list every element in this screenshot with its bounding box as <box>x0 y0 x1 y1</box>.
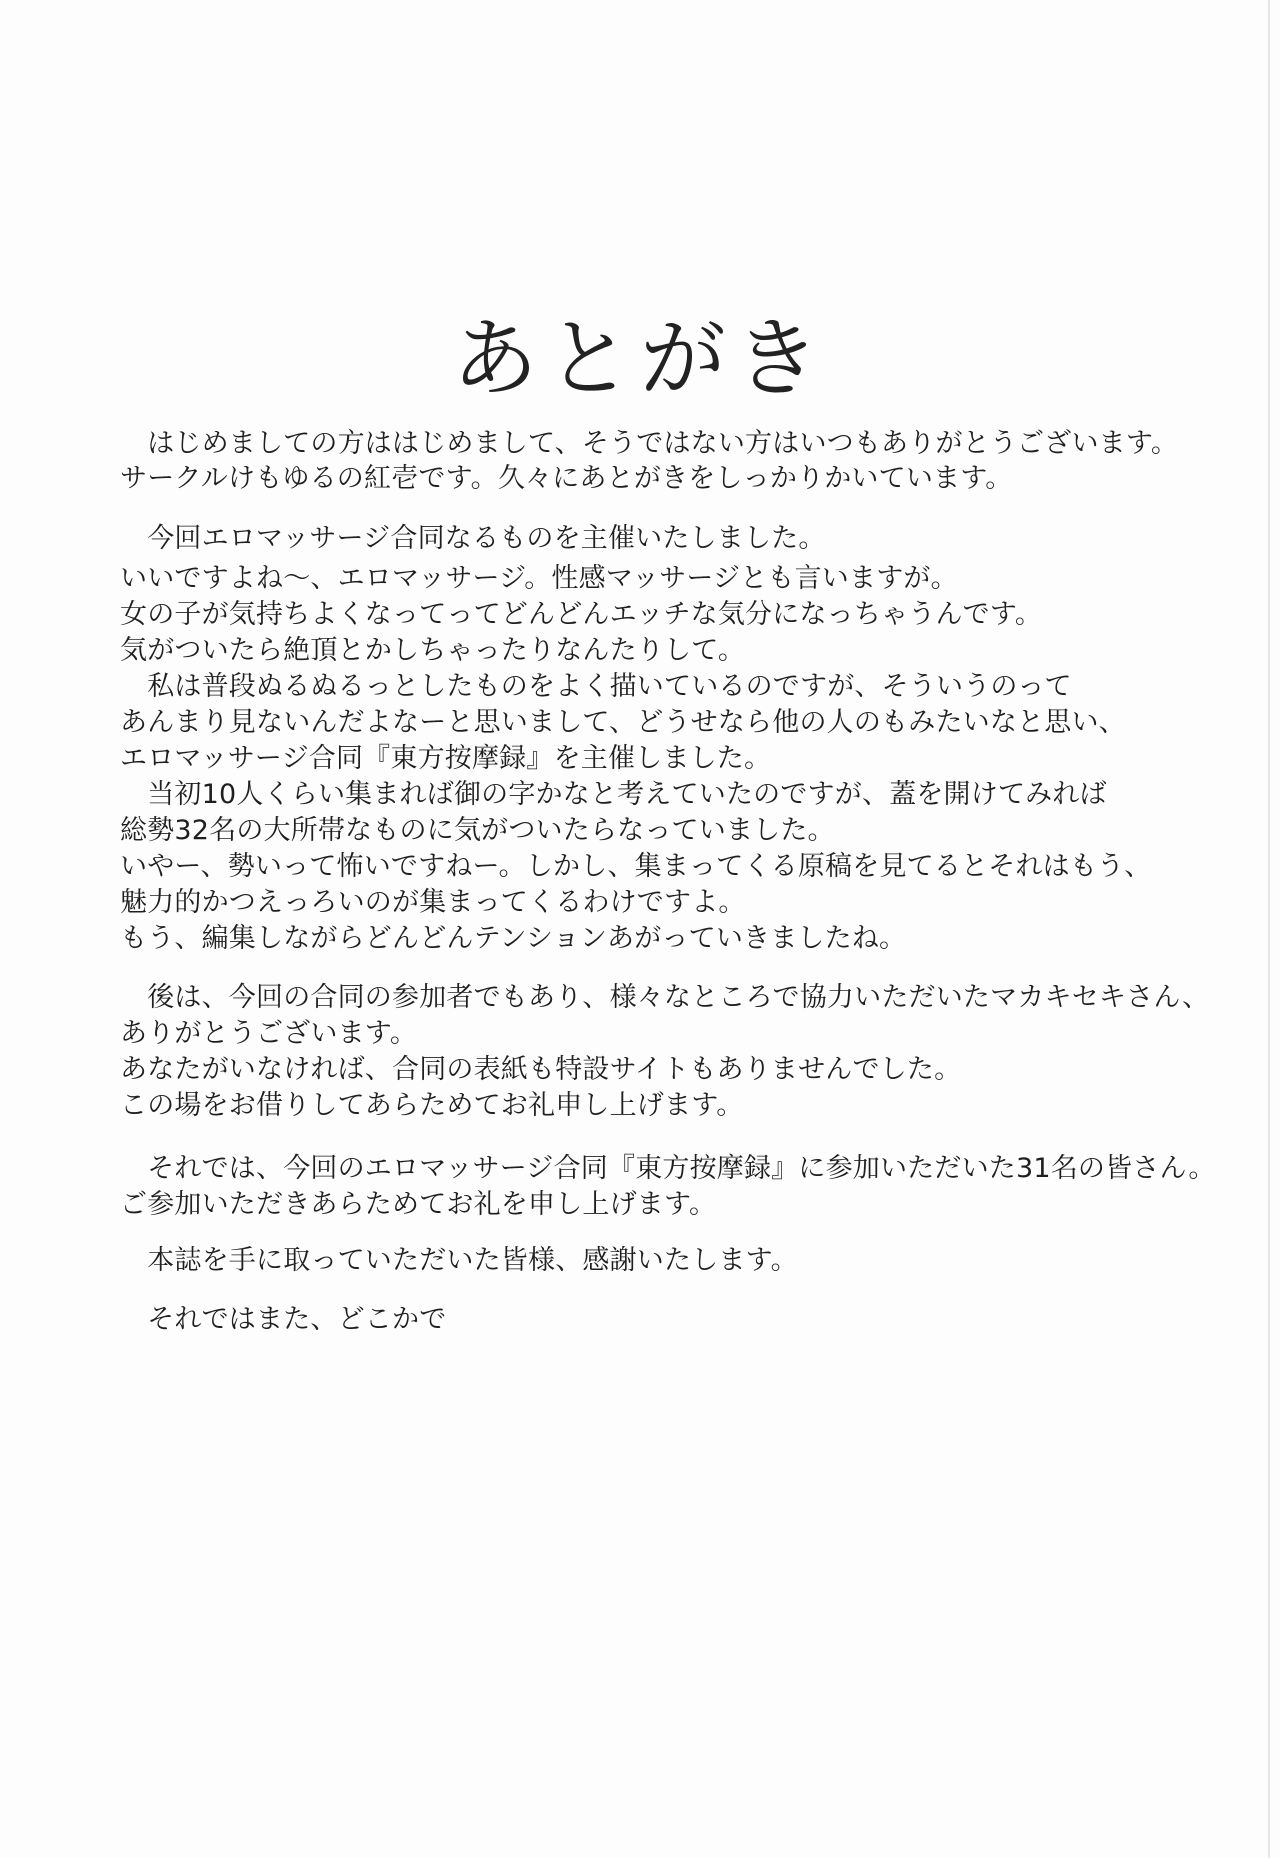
body-line: 本誌を手に取っていただいた皆様、感謝いたします。 <box>120 1245 798 1276</box>
body-line: それではまた、どこかで <box>120 1304 447 1335</box>
body-line: いやー、勢いって怖いですねー。しかし、集まってくる原稿を見てるとそれはもう、 <box>120 851 1152 882</box>
body-line: ご参加いただきあらためてお礼を申し上げます。 <box>120 1189 717 1220</box>
page-title: あとがき <box>452 308 828 409</box>
body-line: ありがとうございます。 <box>120 1018 418 1049</box>
body-line: この場をお借りしてあらためてお礼申し上げます。 <box>120 1090 744 1121</box>
body-line: それでは、今回のエロマッサージ合同『東方按摩録』に参加いただいた31名の皆さん。 <box>120 1153 1216 1184</box>
body-line: いいですよね〜、エロマッサージ。性感マッサージとも言いますが。 <box>120 563 958 594</box>
body-line: 気がついたら絶頂とかしちゃったりなんたりして。 <box>120 635 746 666</box>
body-line: 後は、今回の合同の参加者でもあり、様々なところで協力いただいたマカキセキさん、 <box>120 982 1210 1013</box>
body-line: もう、編集しながらどんどんテンションあがっていきましたね。 <box>120 923 907 954</box>
body-line: 総勢32名の大所帯なものに気がついたらなっていました。 <box>120 815 835 846</box>
body-line: 私は普段ぬるぬるっとしたものをよく描いているのですが、そういうのって <box>120 671 1072 702</box>
body-line: 当初10人くらい集まれば御の字かなと考えていたのですが、蓋を開けてみれば <box>120 779 1107 810</box>
body-line: あんまり見ないんだよなーと思いまして、どうせなら他の人のもみたいなと思い、 <box>120 707 1126 738</box>
body-line: あなたがいなければ、合同の表紙も特設サイトもありませんでした。 <box>120 1054 962 1085</box>
body-line: 魅力的かつえっろいのが集まってくるわけですよ。 <box>120 887 746 918</box>
body-line: はじめましての方ははじめまして、そうではない方はいつもありがとうございます。 <box>120 428 1179 459</box>
body-line: 女の子が気持ちよくなってってどんどんエッチな気分になっちゃうんです。 <box>120 599 1043 630</box>
body-line: サークルけもゆるの紅壱です。久々にあとがきをしっかりかいています。 <box>120 463 1013 494</box>
body-line: 今回エロマッサージ合同なるものを主催いたしました。 <box>120 523 826 554</box>
body-line: エロマッサージ合同『東方按摩録』を主催しました。 <box>120 743 772 774</box>
